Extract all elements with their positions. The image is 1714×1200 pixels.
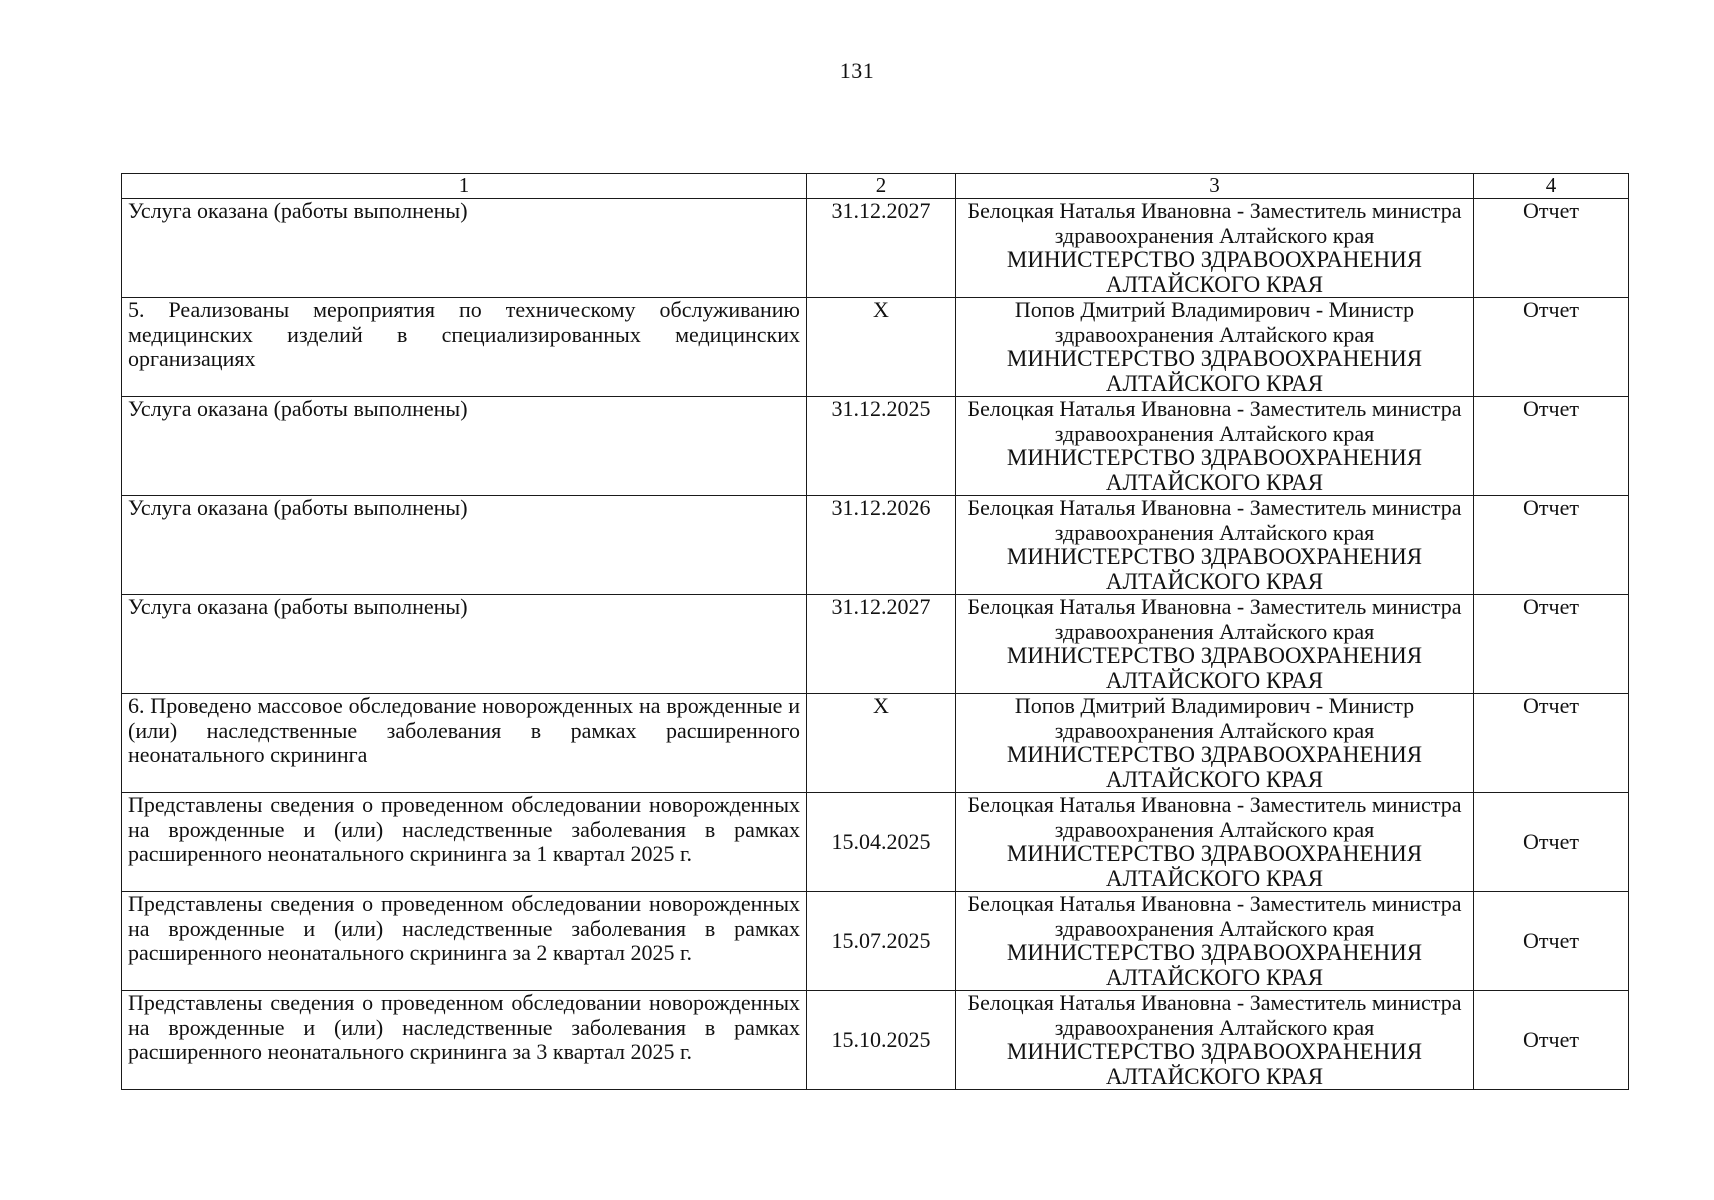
table-row: [122, 496, 1629, 595]
document-type: Отчет: [1474, 397, 1629, 496]
responsible-organization: МИНИСТЕРСТВО ЗДРАВООХРАНЕНИЯ АЛТАЙСКОГО КРАЯ: [1006, 445, 1423, 495]
document-type: Отчет: [1474, 496, 1629, 595]
responsible-organization: МИНИСТЕРСТВО ЗДРАВООХРАНЕНИЯ АЛТАЙСКОГО КРАЯ: [1006, 643, 1423, 693]
responsible-person: Белоцкая Наталья Ивановна - Заместитель министра здравоохранения Алтайского края: [967, 495, 1462, 545]
column-header: 3: [956, 174, 1474, 199]
responsible-organization: МИНИСТЕРСТВО ЗДРАВООХРАНЕНИЯ АЛТАЙСКОГО КРАЯ: [1006, 1039, 1423, 1089]
deadline-date: 15.10.2025: [807, 991, 956, 1090]
result-text: Представлены сведения о проведенном обследовании новорожденных на врожденные и (или) наследственные заболевания в рамках расширенного неонатального скрининга за 2 квартал 2025 г.: [122, 892, 807, 991]
result-text: Услуга оказана (работы выполнены): [122, 199, 807, 298]
responsible-cell: [956, 199, 1474, 298]
responsible-cell: [956, 892, 1474, 991]
table-row: [122, 793, 1629, 892]
result-text: Услуга оказана (работы выполнены): [122, 397, 807, 496]
document-type: Отчет: [1474, 199, 1629, 298]
page-number: 131: [839, 58, 875, 83]
responsible-organization: МИНИСТЕРСТВО ЗДРАВООХРАНЕНИЯ АЛТАЙСКОГО КРАЯ: [1006, 742, 1423, 792]
table-row: [122, 199, 1629, 298]
responsible-cell: [956, 694, 1474, 793]
responsible-person: Попов Дмитрий Владимирович - Министр здравоохранения Алтайского края: [1014, 693, 1415, 743]
column-header: 1: [122, 174, 807, 199]
result-text: 5. Реализованы мероприятия по техническому обслуживанию медицинских изделий в специализированных медицинских организациях: [122, 298, 807, 397]
document-type: Отчет: [1474, 694, 1629, 793]
deadline-date: 31.12.2025: [807, 397, 956, 496]
table-row: [122, 595, 1629, 694]
deadline-date: X: [807, 298, 956, 397]
deadline-date: 31.12.2027: [807, 595, 956, 694]
responsible-cell: [956, 496, 1474, 595]
result-text: Услуга оказана (работы выполнены): [122, 496, 807, 595]
table-row: [122, 397, 1629, 496]
responsible-cell: [956, 991, 1474, 1090]
result-text: 6. Проведено массовое обследование новорожденных на врожденные и (или) наследственные заболевания в рамках расширенного неонатального скрининга: [122, 694, 807, 793]
table-row: [122, 892, 1629, 991]
table-row: [122, 694, 1629, 793]
responsible-person: Белоцкая Наталья Ивановна - Заместитель министра здравоохранения Алтайского края: [967, 396, 1462, 446]
deadline-date: X: [807, 694, 956, 793]
responsible-organization: МИНИСТЕРСТВО ЗДРАВООХРАНЕНИЯ АЛТАЙСКОГО КРАЯ: [1006, 841, 1423, 891]
responsible-person: Попов Дмитрий Владимирович - Министр здравоохранения Алтайского края: [1014, 297, 1415, 347]
responsible-organization: МИНИСТЕРСТВО ЗДРАВООХРАНЕНИЯ АЛТАЙСКОГО КРАЯ: [1006, 346, 1423, 396]
responsible-cell: [956, 793, 1474, 892]
responsible-cell: [956, 298, 1474, 397]
deadline-date: 31.12.2026: [807, 496, 956, 595]
responsible-person: Белоцкая Наталья Ивановна - Заместитель министра здравоохранения Алтайского края: [967, 198, 1462, 248]
document-type: Отчет: [1474, 793, 1629, 892]
document-type: Отчет: [1474, 892, 1629, 991]
result-text: Представлены сведения о проведенном обследовании новорожденных на врожденные и (или) наследственные заболевания в рамках расширенного неонатального скрининга за 3 квартал 2025 г.: [122, 991, 807, 1090]
column-header: 2: [807, 174, 956, 199]
responsible-organization: МИНИСТЕРСТВО ЗДРАВООХРАНЕНИЯ АЛТАЙСКОГО КРАЯ: [1006, 544, 1423, 594]
responsible-cell: [956, 595, 1474, 694]
deadline-date: 31.12.2027: [807, 199, 956, 298]
table-header-row: [122, 174, 1629, 199]
document-type: Отчет: [1474, 991, 1629, 1090]
responsible-organization: МИНИСТЕРСТВО ЗДРАВООХРАНЕНИЯ АЛТАЙСКОГО КРАЯ: [1006, 940, 1423, 990]
column-header: 4: [1474, 174, 1629, 199]
responsible-person: Белоцкая Наталья Ивановна - Заместитель министра здравоохранения Алтайского края: [967, 990, 1462, 1040]
responsible-organization: МИНИСТЕРСТВО ЗДРАВООХРАНЕНИЯ АЛТАЙСКОГО КРАЯ: [1006, 247, 1423, 297]
document-type: Отчет: [1474, 595, 1629, 694]
deadline-date: 15.07.2025: [807, 892, 956, 991]
document-table: [121, 173, 1629, 1090]
responsible-person: Белоцкая Наталья Ивановна - Заместитель министра здравоохранения Алтайского края: [967, 891, 1462, 941]
result-text: Представлены сведения о проведенном обследовании новорожденных на врожденные и (или) наследственные заболевания в рамках расширенного неонатального скрининга за 1 квартал 2025 г.: [122, 793, 807, 892]
deadline-date: 15.04.2025: [807, 793, 956, 892]
table-row: [122, 298, 1629, 397]
result-text: Услуга оказана (работы выполнены): [122, 595, 807, 694]
responsible-person: Белоцкая Наталья Ивановна - Заместитель министра здравоохранения Алтайского края: [967, 792, 1462, 842]
table-row: [122, 991, 1629, 1090]
document-type: Отчет: [1474, 298, 1629, 397]
responsible-person: Белоцкая Наталья Ивановна - Заместитель министра здравоохранения Алтайского края: [967, 594, 1462, 644]
responsible-cell: [956, 397, 1474, 496]
